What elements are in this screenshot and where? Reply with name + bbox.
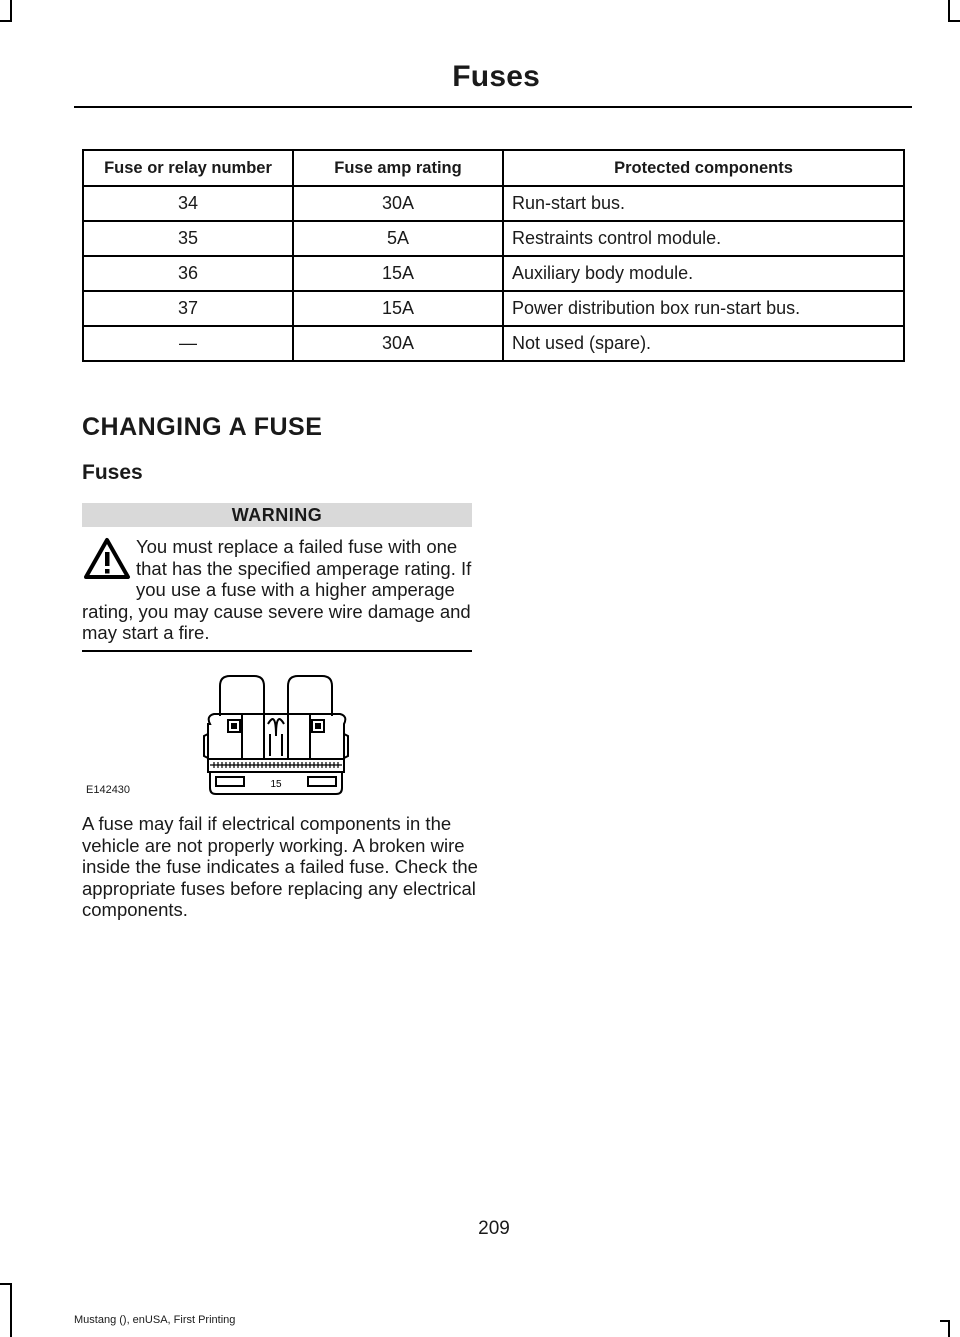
component-cell: Run-start bus. (503, 186, 904, 221)
fuse-table (82, 149, 905, 362)
component-cell: Power distribution box run-start bus. (503, 291, 904, 326)
warning-label: WARNING (82, 503, 472, 527)
column-header: Protected components (503, 150, 904, 186)
amp-rating-cell: 30A (293, 326, 503, 361)
amp-rating-cell: 15A (293, 256, 503, 291)
crop-mark (0, 20, 12, 22)
table-row (83, 186, 904, 221)
amp-rating-cell: 15A (293, 291, 503, 326)
warning-text: You must replace a failed fuse with one that has the specified amperage rating. If you use a fuse with a higher amperage rating, you may cause severe wire damage and may start a fire. (82, 536, 472, 643)
fuse-rating-text: 15 (270, 779, 282, 790)
crop-mark (948, 0, 950, 22)
crop-mark (0, 1283, 12, 1285)
fuse-number-cell: 36 (83, 256, 293, 291)
figure-id: E142430 (86, 784, 131, 796)
amp-rating-cell: 30A (293, 186, 503, 221)
fuse-number-cell: — (83, 326, 293, 361)
amp-rating-cell: 5A (293, 221, 503, 256)
warning-divider (82, 650, 472, 652)
page-number: 209 (478, 1218, 510, 1239)
column-header: Fuse amp rating (293, 150, 503, 186)
fuse-number-cell: 35 (83, 221, 293, 256)
warning-text-block (82, 536, 474, 644)
body-paragraph: A fuse may fail if electrical components in the vehicle are not properly working. A broken wire inside the fuse indicates a failed fuse. Check the appropriate fuses before replacing any electrical components. (82, 813, 478, 920)
sub-heading: Fuses (82, 461, 143, 484)
table-row (83, 291, 904, 326)
section-heading: CHANGING A FUSE (82, 413, 323, 441)
table-row (83, 326, 904, 361)
crop-mark (940, 1320, 950, 1322)
table-header-row (83, 150, 904, 186)
fuse-number-cell: 37 (83, 291, 293, 326)
crop-mark (948, 1320, 950, 1337)
column-header: Fuse or relay number (83, 150, 293, 186)
crop-mark (948, 20, 960, 22)
crop-mark (10, 0, 12, 22)
component-cell: Auxiliary body module. (503, 256, 904, 291)
fuse-number-cell: 34 (83, 186, 293, 221)
table-row (83, 221, 904, 256)
icon-spacer (82, 536, 136, 598)
fuse-illustration (82, 664, 472, 802)
footer-text: Mustang (), enUSA, First Printing (74, 1314, 236, 1326)
title-divider (74, 106, 912, 108)
component-cell: Restraints control module. (503, 221, 904, 256)
table-row (83, 256, 904, 291)
component-cell: Not used (spare). (503, 326, 904, 361)
crop-mark (10, 1283, 12, 1337)
page-title: Fuses (452, 60, 540, 93)
